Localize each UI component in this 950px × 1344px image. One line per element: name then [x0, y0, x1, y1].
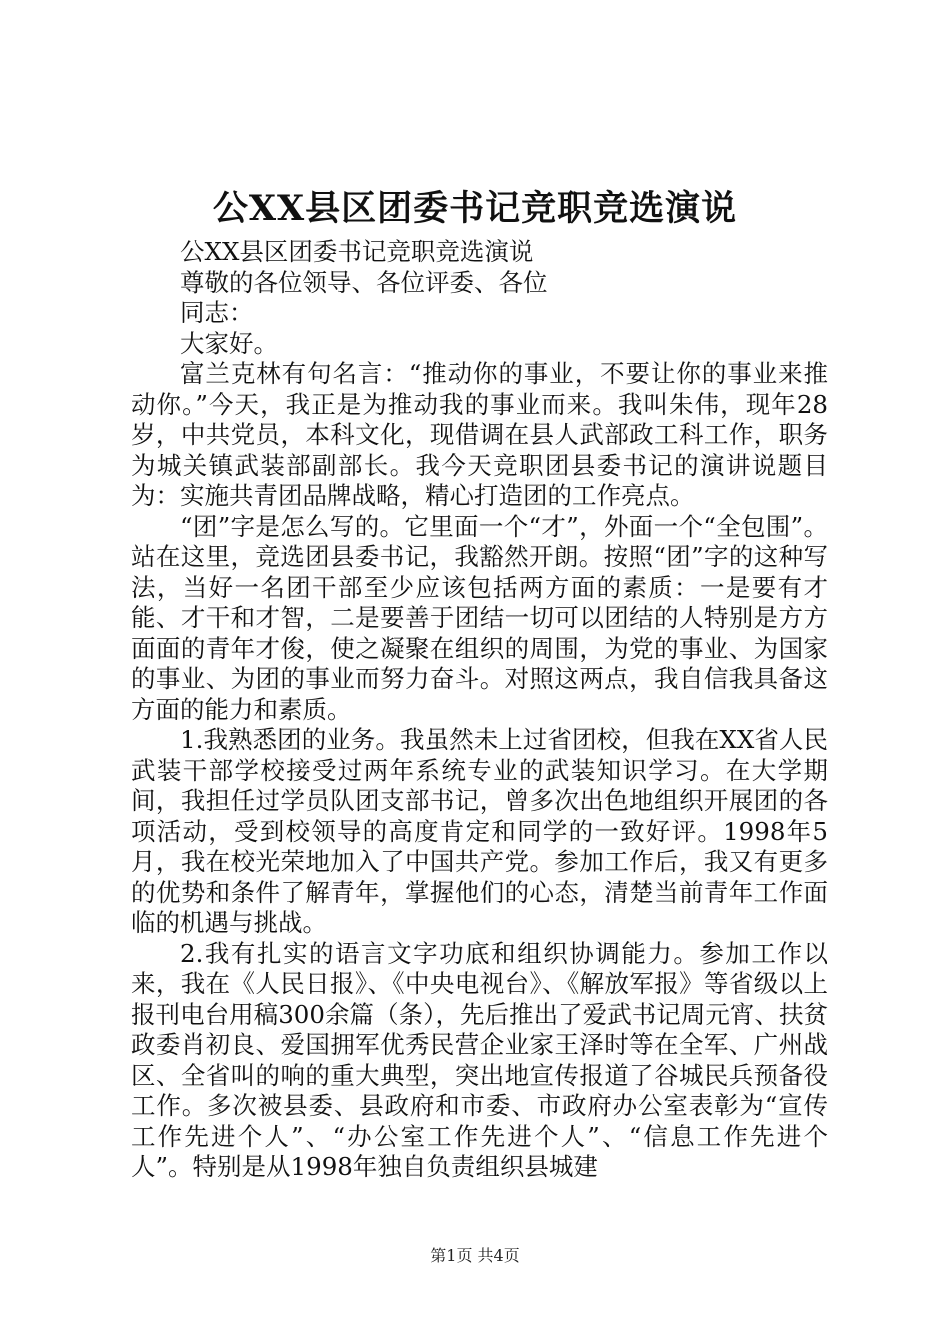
paragraph-point-2: 2.我有扎实的语言文字功底和组织协调能力。参加工作以来，我在《人民日报》、《中央电视台》、《解放军报》等省级以上报刊电台用稿300余篇（条），先后推出了爱武书记周元宵、扶贫政委肖初良、爱国拥军优秀民营企业家王泽时等在全军、广州战区、全省叫的响的重大典型，突出地宣传报道了谷城民兵预备役工作。多次被县委、县政府和市委、市政府办公室表彰为“宣传工作先进个人”、“办公室工作先进个人”、“信息工作先进个人”。特别是从1998年独自负责组织县城建: [131, 938, 828, 1181]
document-title: 公XX县区团委书记竞职竞选演说: [212, 188, 738, 229]
paragraph-point-1: 1.我熟悉团的业务。我虽然未上过省团校，但我在XX省人民武装干部学校接受过两年系统专业的武装知识学习。在大学期间，我担任过学员队团支部书记，曾多次出色地组织开展团的各项活动，受到校领导的高度肯定和同学的一致好评。1998年5月，我在校光荣地加入了中国共产党。参加工作后，我又有更多的优势和条件了解青年，掌握他们的心态，清楚当前青年工作面临的机遇与挑战。: [131, 725, 828, 937]
document-body: [131, 237, 828, 1183]
paragraph-tuan-character: “团”字是怎么写的。它里面一个“才”，外面一个“全包围”。站在这里，竞选团县委书记，我豁然开朗。按照“团”字的这种写法，当好一名团干部至少应该包括两方面的素质：一是要有才能、才干和才智，二是要善于团结一切可以团结的人特别是方方面面的青年才俊，使之凝聚在组织的周围，为党的事业、为国家的事业、为团的事业而努力奋斗。对照这两点，我自信我具备这方面的能力和素质。: [131, 511, 828, 724]
paragraph-salutation: 尊敬的各位领导、各位评委、各位: [180, 267, 548, 297]
page-footer: 第1页 共4页: [430, 1246, 520, 1265]
paragraph-greeting: 大家好。: [180, 328, 278, 358]
paragraph-subtitle: 公XX县区团委书记竞职竞选演说: [180, 237, 534, 266]
paragraph-intro: 富兰克林有句名言：“推动你的事业，不要让你的事业来推动你。”今天，我正是为推动我的事业而来。我叫朱伟，现年28岁，中共党员，本科文化，现借调在县人武部政工科工作，职务为城关镇武装部副部长。我今天竞职团县委书记的演讲说题目为：实施共青团品牌战略，精心打造团的工作亮点。: [131, 359, 828, 510]
paragraph-salutation-cont: 同志：: [180, 298, 254, 327]
